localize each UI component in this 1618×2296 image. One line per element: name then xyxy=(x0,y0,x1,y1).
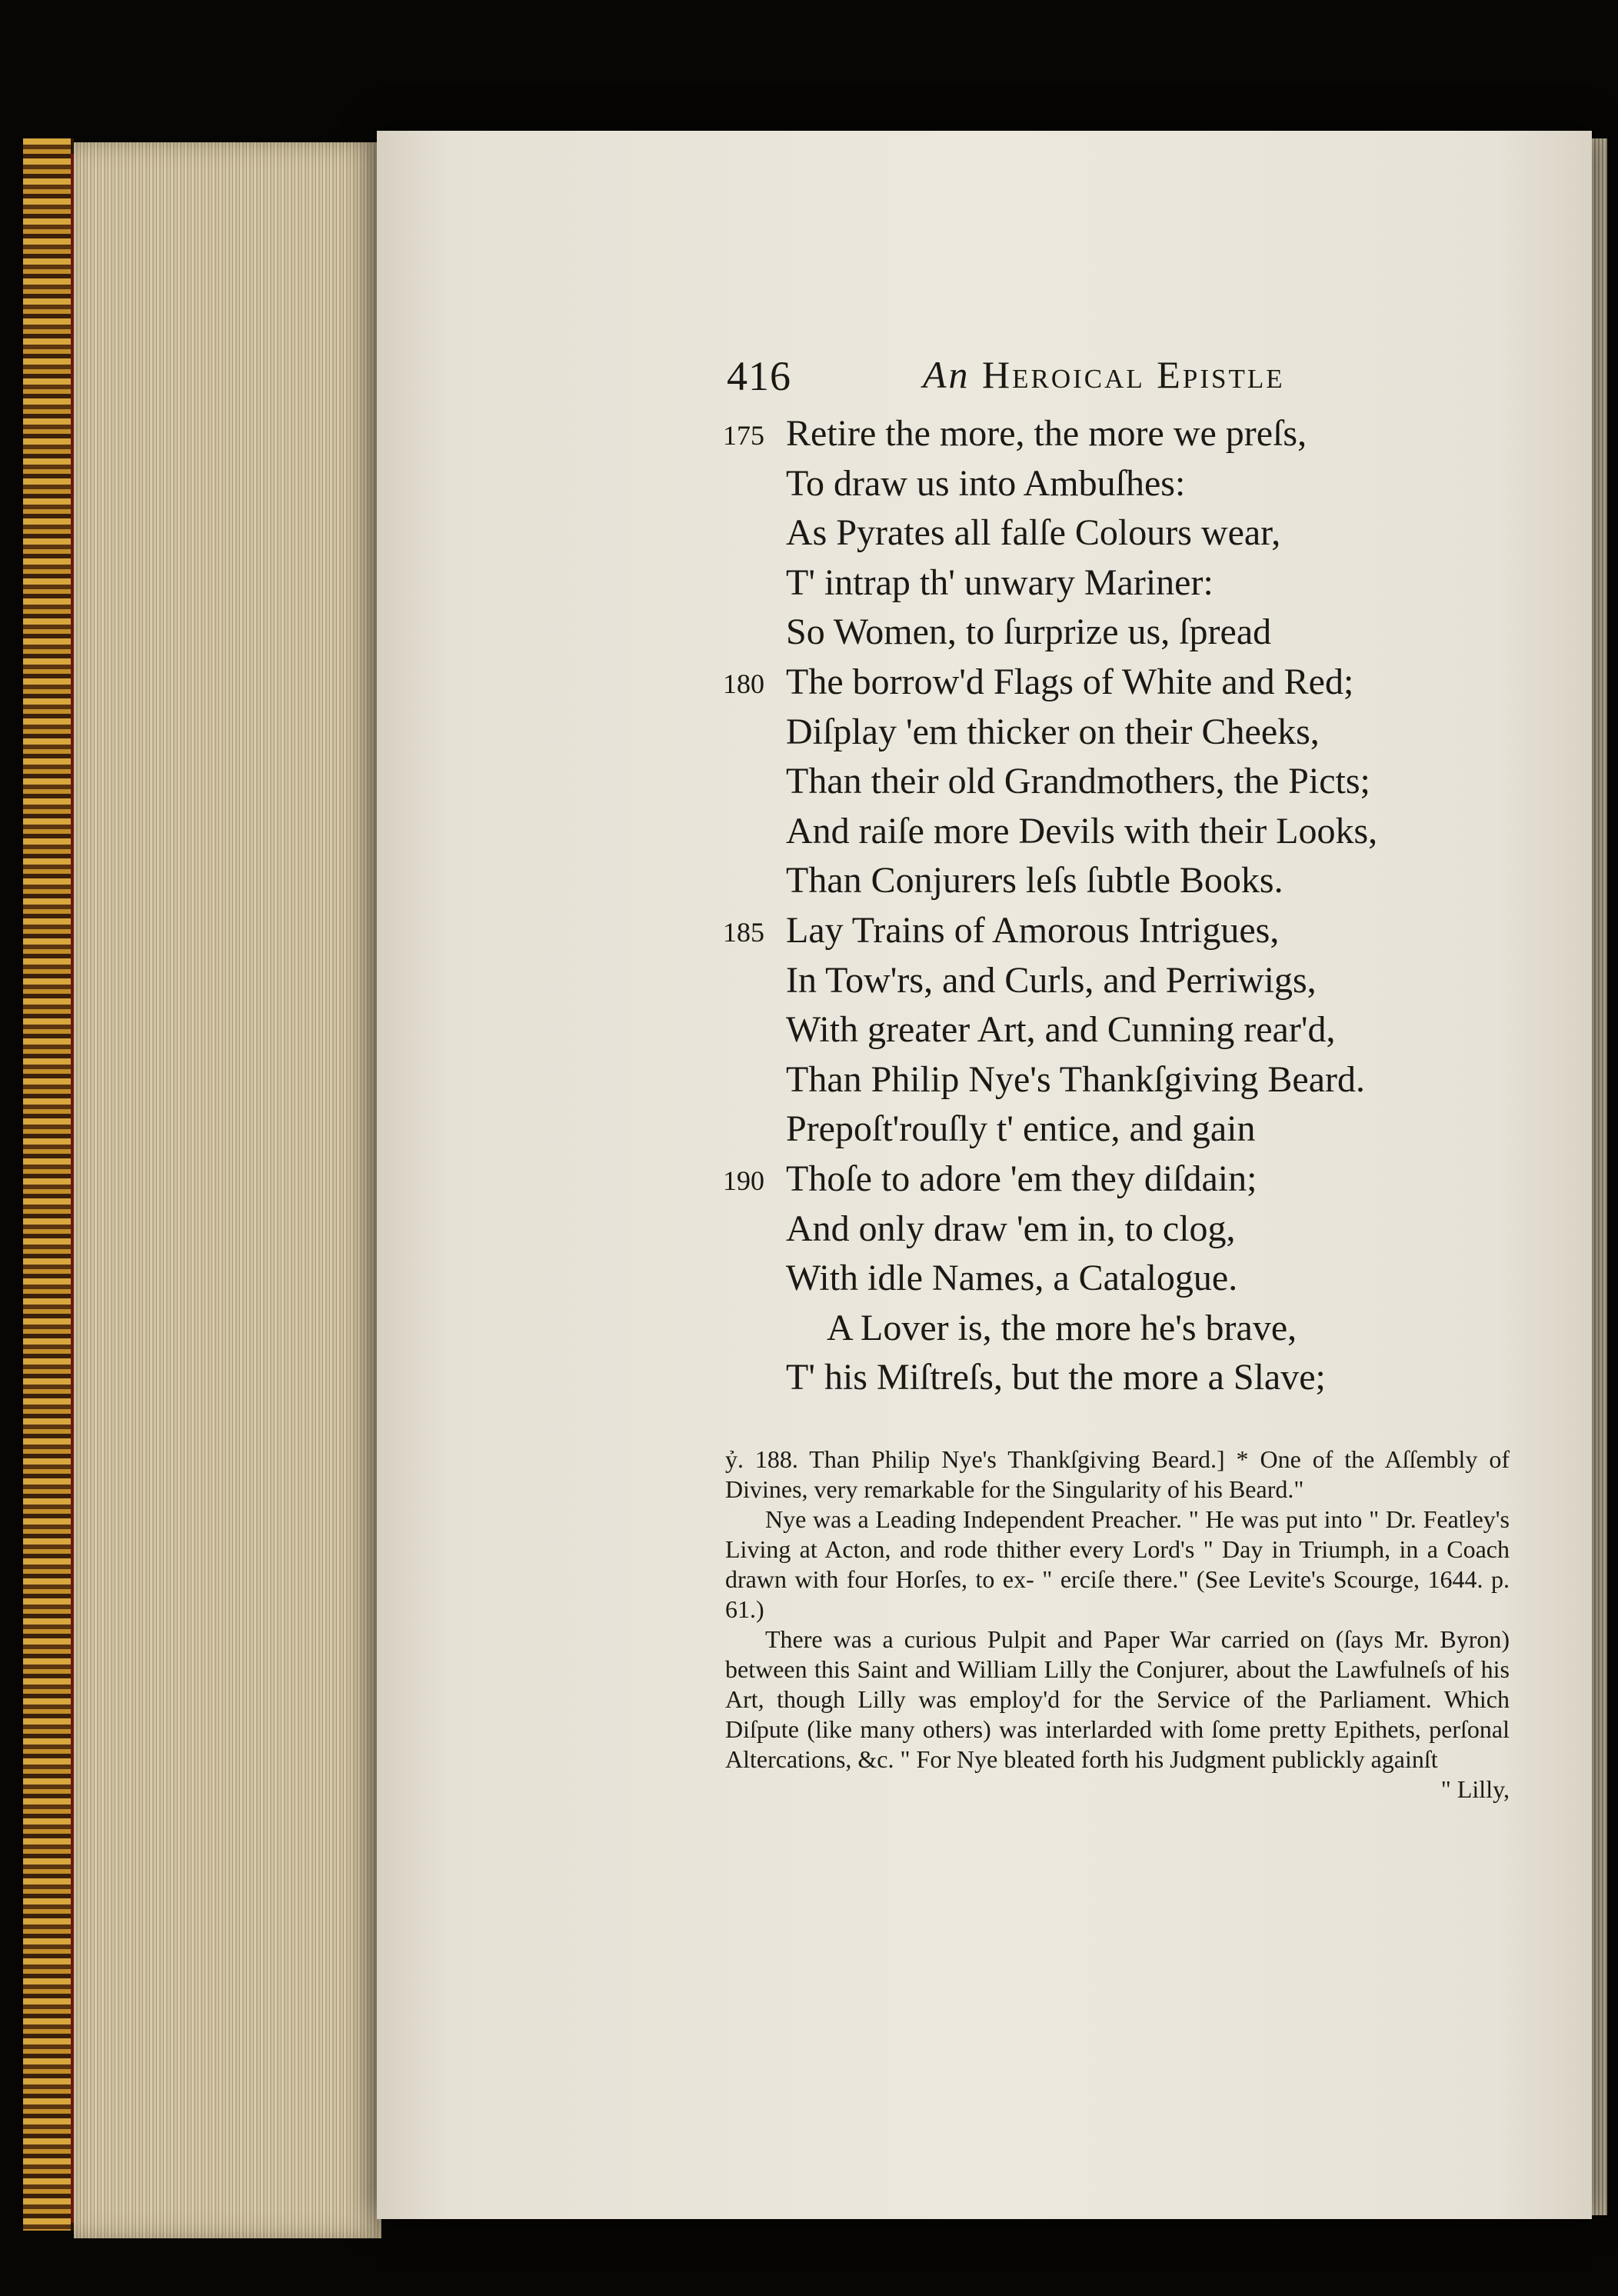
book-spine xyxy=(23,138,74,2231)
page-block-edge xyxy=(74,142,381,2238)
line-text: In Tow'rs, and Curls, and Perriwigs, xyxy=(786,959,1317,1001)
verse-line xyxy=(723,856,1553,906)
verse-line xyxy=(723,1254,1553,1304)
line-text: The borrow'd Flags of White and Red; xyxy=(786,661,1354,702)
line-number: 190 xyxy=(723,1165,764,1196)
line-text: Than Philip Nye's Thankſgiving Beard. xyxy=(786,1058,1365,1100)
running-title-italic: An xyxy=(923,353,970,396)
line-text: With greater Art, and Cunning rear'd, xyxy=(786,1009,1336,1051)
line-text: To draw us into Ambuſhes: xyxy=(786,462,1186,504)
running-title xyxy=(923,352,1285,397)
verse-line xyxy=(723,956,1553,1006)
line-text: And only draw 'em in, to clog, xyxy=(786,1208,1236,1249)
verse-body xyxy=(723,409,1553,1403)
footnote xyxy=(725,1445,1510,1804)
line-text: Than their old Grandmothers, the Picts; xyxy=(786,761,1370,802)
page-number: 416 xyxy=(727,353,791,399)
footnote-paragraph: Nye was a Leading Independent Preacher. " He was put into " Dr. Featley's Living at Acton, and rode thither every Lord's " Day in Triumph, in a Coach drawn with four Horſes, to ex- " erciſe there." (See Levite's Scourge, 1644. p. 61.) xyxy=(725,1505,1510,1623)
running-head xyxy=(727,352,1496,406)
line-text: A Lover is, the more he's brave, xyxy=(827,1307,1297,1348)
line-number: 185 xyxy=(723,916,764,948)
line-text: T' intrap th' unwary Mariner: xyxy=(786,562,1214,603)
line-text: So Women, to ſurprize us, ſpread xyxy=(786,611,1272,653)
line-number: 175 xyxy=(723,420,764,451)
line-text: Retire the more, the more we preſs, xyxy=(786,413,1307,454)
running-title-caps: Heroical Epistle xyxy=(982,353,1285,396)
verse-line xyxy=(723,807,1553,857)
verse-line xyxy=(723,1353,1553,1403)
verse-line xyxy=(723,1005,1553,1055)
verse-line xyxy=(723,558,1553,608)
verse-line xyxy=(723,757,1553,807)
line-text: Diſplay 'em thicker on their Cheeks, xyxy=(786,711,1320,752)
verse-line xyxy=(723,1155,1553,1205)
verse-line xyxy=(723,906,1553,956)
verse-line xyxy=(723,1055,1553,1105)
verse-line xyxy=(723,409,1553,459)
footnote-paragraph: ỷ. 188. Than Philip Nye's Thankſgiving Beard.] * One of the Aſſembly of Divines, very remarkable for the Singularity of his Beard." xyxy=(725,1445,1510,1503)
verse-line xyxy=(723,708,1553,758)
line-number: 180 xyxy=(723,668,764,699)
line-text: T' his Miſtreſs, but the more a Slave; xyxy=(786,1357,1326,1398)
verse-line xyxy=(723,459,1553,509)
verse-line xyxy=(723,608,1553,658)
line-text: Thoſe to adore 'em they diſdain; xyxy=(786,1158,1257,1199)
line-text: Than Conjurers leſs ſubtle Books. xyxy=(786,860,1283,901)
footnote-paragraph: There was a curious Pulpit and Paper War carried on (ſays Mr. Byron) between this Saint and William Lilly the Conjurer, about the Lawfulneſs of his Art, though Lilly was employ'd for the Service of the Parliament. Which Diſpute (like many others) was interlarded with ſome pretty Epithets, perſonal Altercations, &c. " For Nye bleated forth his Judgment publickly againſt xyxy=(725,1625,1510,1773)
line-text: Prepoſt'rouſly t' entice, and gain xyxy=(786,1108,1256,1150)
line-text: As Pyrates all falſe Colours wear, xyxy=(786,512,1281,554)
catchword: " Lilly, xyxy=(1440,1775,1510,1803)
verse-line xyxy=(723,1205,1553,1255)
line-text: With idle Names, a Catalogue. xyxy=(786,1258,1238,1299)
verse-line xyxy=(723,1105,1553,1155)
verse-line xyxy=(723,1304,1553,1354)
verse-line xyxy=(723,508,1553,558)
verse-line xyxy=(723,658,1553,708)
line-text: Lay Trains of Amorous Intrigues, xyxy=(786,909,1280,951)
line-text: And raiſe more Devils with their Looks, xyxy=(786,810,1378,851)
